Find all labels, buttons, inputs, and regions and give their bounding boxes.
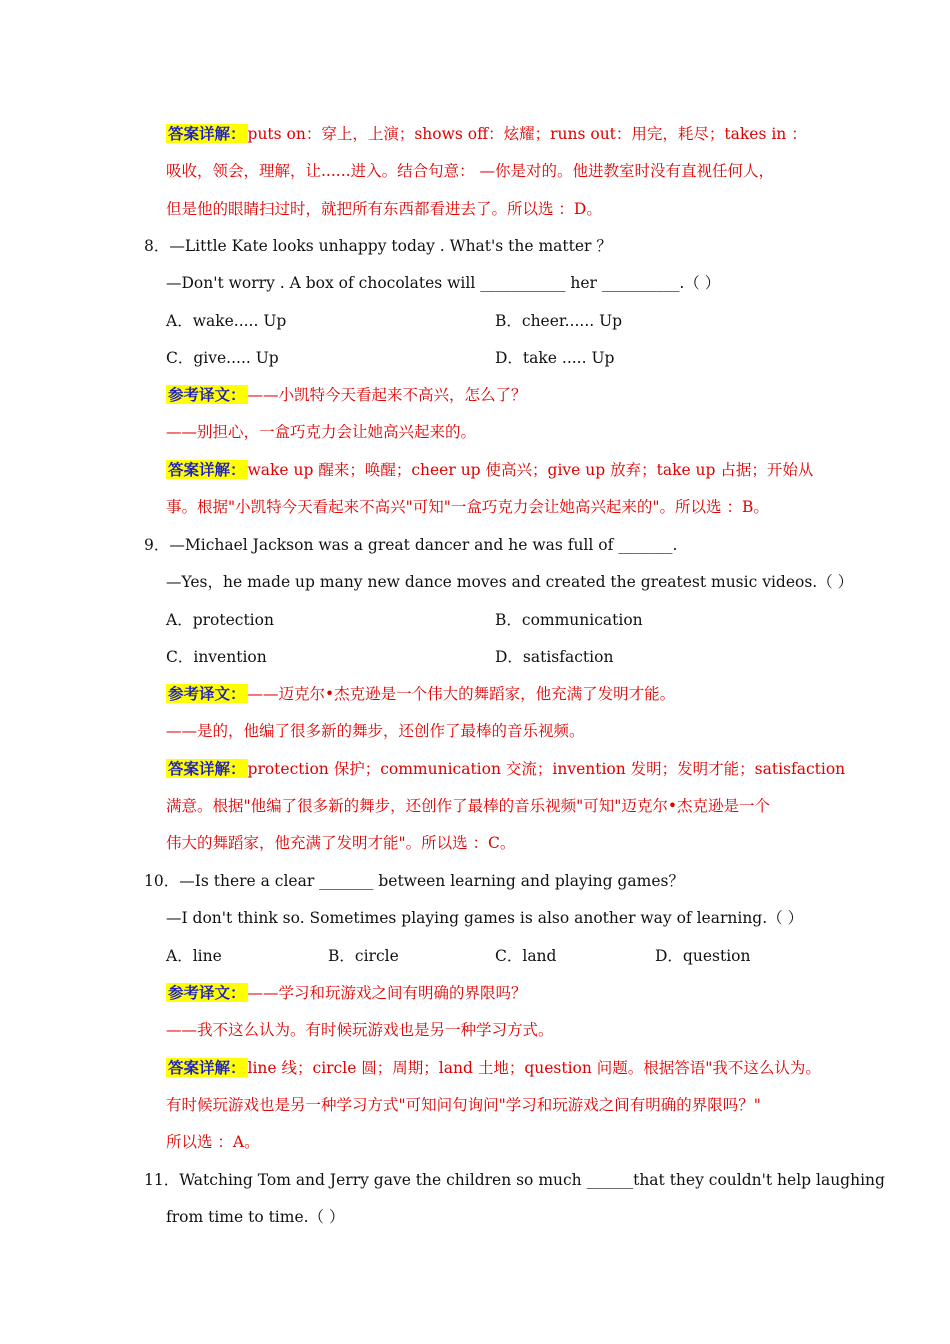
q9-answer-detail-line-2: 满意。根据"他编了很多新的舞步，还创作了最棒的音乐视频"可知"迈克尔•杰克逊是一个 — [166, 797, 771, 815]
q7-answer-detail-line-3: 但是他的眼睛扫过时，就把所有东西都看进去了。所以选 ：D。 — [166, 200, 602, 218]
q8-stem-line-1: 8．—Little Kate looks unhappy today . What's the matter ？ — [144, 237, 612, 255]
q9-translation-line-2: ——是的，他编了很多新的舞步，还创作了最棒的音乐视频。 — [166, 722, 585, 740]
q8-answer-detail-line-2: 事。根据"小凯特今天看起来不高兴"可知"一盒巧克力会让她高兴起来的"。所以选 ：B。 — [166, 498, 769, 516]
q8-translation-line-1: 参考译文： ——小凯特今天看起来不高兴，怎么了？ — [168, 385, 527, 404]
q10-option-c: C．land — [495, 947, 557, 965]
q10-answer-detail-line-1: 答案详解： line 线；circle 圆；周期；land 土地；question 问题。根据答语"我不这么认为。 — [168, 1058, 821, 1077]
answer-detail-label: 答案详解： — [168, 124, 246, 143]
q7-answer-detail-line-1: 答案详解： puts on：穿上，上演；shows off：炫耀；runs out：用完，耗尽；takes in ： — [168, 124, 807, 143]
q8-translation-line-2: ——别担心，一盒巧克力会让她高兴起来的。 — [166, 423, 477, 441]
q9-stem-line-2: —Yes，he made up many new dance moves and created the greatest music videos.（ ） — [166, 573, 854, 591]
q11-stem-line-1: 11．Watching Tom and Jerry gave the children so much ______that they couldn't help laughing — [144, 1171, 885, 1189]
q9-option-a: A．protection — [166, 611, 274, 629]
reference-translation-label: 参考译文： — [168, 684, 246, 703]
q8-option-c: C．give..... Up — [166, 349, 279, 367]
answer-detail-label: 答案详解： — [168, 1058, 246, 1077]
answer-detail-label: 答案详解： — [168, 460, 246, 479]
reference-translation-label: 参考译文： — [168, 983, 246, 1002]
q10-translation-line-1: 参考译文： ——学习和玩游戏之间有明确的界限吗？ — [168, 983, 527, 1002]
q11-stem-line-2: from time to time.（ ） — [166, 1208, 345, 1226]
q10-option-d: D．question — [655, 947, 751, 965]
q9-option-d: D．satisfaction — [495, 648, 614, 666]
reference-translation-label: 参考译文： — [168, 385, 246, 404]
q8-answer-detail-line-1: 答案详解： wake up 醒来；唤醒；cheer up 使高兴；give up 放弃；take up 占据；开始从 — [168, 460, 814, 479]
q9-option-b: B．communication — [495, 611, 643, 629]
q9-stem-line-1: 9．—Michael Jackson was a great dancer and he was full of _______. — [144, 536, 678, 554]
q10-answer-detail-line-2: 有时候玩游戏也是另一种学习方式"可知问句询问"学习和玩游戏之间有明确的界限吗？" — [166, 1096, 761, 1114]
q8-stem-line-2: —Don't worry . A box of chocolates will ___________ her __________.（ ） — [166, 274, 721, 292]
q10-answer-detail-line-3: 所以选 ：A。 — [166, 1133, 260, 1151]
q10-stem-line-1: 10．—Is there a clear _______ between learning and playing games？ — [144, 872, 684, 890]
answer-detail-label: 答案详解： — [168, 759, 246, 778]
q9-option-c: C．invention — [166, 648, 267, 666]
q8-option-b: B．cheer...... Up — [495, 312, 623, 330]
q8-option-d: D．take ..... Up — [495, 349, 615, 367]
q10-option-b: B．circle — [328, 947, 399, 965]
q10-option-a: A．line — [166, 947, 222, 965]
q9-translation-line-1: 参考译文： ——迈克尔•杰克逊是一个伟大的舞蹈家，他充满了发明才能。 — [168, 684, 676, 703]
q7-answer-detail-line-2: 吸收，领会，理解，让......进入。结合句意： —你是对的。他进教室时没有直视任何人， — [166, 162, 774, 180]
q9-answer-detail-line-3: 伟大的舞蹈家，他充满了发明才能"。所以选 ：C。 — [166, 834, 516, 852]
q10-stem-line-2: —I don't think so. Sometimes playing games is also another way of learning.（ ） — [166, 909, 804, 927]
q8-option-a: A．wake..... Up — [166, 312, 287, 330]
q10-translation-line-2: ——我不这么认为。有时候玩游戏也是另一种学习方式。 — [166, 1021, 554, 1039]
q9-answer-detail-line-1: 答案详解： protection 保护；communication 交流；invention 发明；发明才能；satisfaction — [168, 759, 846, 778]
